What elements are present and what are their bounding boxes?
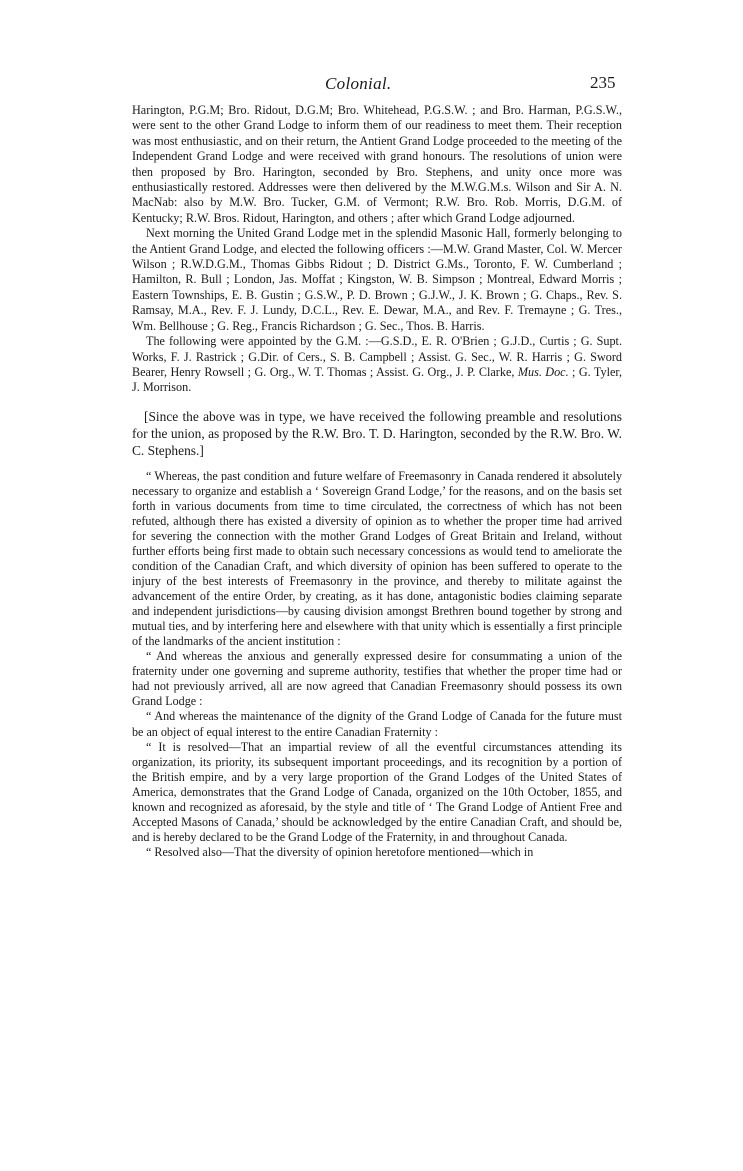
- paragraph-deputation: Harington, P.G.M; Bro. Ridout, D.G.M; Bro. Whitehead, P.G.S.W. ; and Bro. Harman, P.G.S.W., were sent to the other Grand Lodge to inform them of our readiness to meet them. Their reception was most enthusiastic, and on their return, the Antient Grand Lodge proceeded to the meeting of the Independent Grand Lodge and were received with grand honours. The resolutions of union were then proposed by Bro. Harington, seconded by Bro. Stephens, and unity once more was enthusiastically restored. Addresses were then delivered by the M.W.G.M.s. Wilson and Sir A. N. MacNab: also by M.W. Bro. Tucker, G.M. of Vermont; R.W. Bro. Rob. Morris, D.G.M. of Kentucky; R.W. Bros. Ridout, Harington, and others ; after which Grand Lodge adjourned.: [132, 103, 622, 225]
- resolution-2: “ Resolved also—That the diversity of opinion heretofore mentioned—which in: [146, 844, 534, 859]
- degree-abbreviation: Mus. Doc.: [517, 364, 569, 379]
- resolution-preamble-1: “ Whereas, the past condition and future welfare of Freemasonry in Canada rendered it absolutely necessary to organize and establish a ‘ Sovereign Grand Lodge,’ for the reasons, and on the basis set forth in various documents from time to time circulated, the correctness of which has not been refuted, although there has existed a diversity of opinion as to whether the proper time had arrived for severing the connection with the mother Grand Lodges of Great Britain and Ireland, without further efforts being first made to obtain such necessary concessions as would tend to ameliorate the condition of the Canadian Craft, and which diversity of opinion has been suffered to operate to the injury of the best interests of Freemasonry in the province, and thereby to militate against the advancement of the entire Order, by creating, as it has done, antagonistic bodies claiming separate and independent jurisdictions—by causing division amongst Brethren bound together by strong and mutual ties, and by interfering here and elsewhere with that unity which is essentially a first principle of the landmarks of the ancient institution :: [132, 468, 622, 649]
- page-number: 235: [590, 73, 616, 92]
- appointments-text: The following were appointed by the G.M. :—G.S.D., E. R. O'Brien ; G.J.D., Curtis ; G. Supt. Works, F. J. Rastrick ; G.Dir. of Cers., S. B. Campbell ; Assist. G. Sec., W. R. Harris ; G. Sword Bearer, Henry Rowsell ; G. Org., W. T. Thomas ; Assist. G. Org., J. P. Clarke,: [132, 334, 622, 379]
- resolution-preamble-2: “ And whereas the anxious and generally expressed desire for consummating a union of the fraternity under one governing and supreme authority, testifies that whether the proper time had or had not previously arrived, all are now agreed that Canadian Freemasonry should possess its own Grand Lodge :: [132, 649, 622, 709]
- paragraph-officers-appointed: [132, 334, 622, 396]
- running-title: Colonial.: [325, 74, 392, 93]
- page-header: [0, 70, 743, 100]
- paragraph-officers-elected: Next morning the United Grand Lodge met in the splendid Masonic Hall, formerly belonging to the Antient Grand Lodge, and elected the following officers :—M.W. Grand Master, Col. W. Mercer Wilson ; R.W.D.G.M., Thomas Gibbs Ridout ; D. District G.Ms., Toronto, F. W. Cumberland ; Hamilton, R. Bull ; London, Jas. Moffat ; Kingston, W. B. Simpson ; Montreal, Edward Morris ; Eastern Townships, E. B. Gustin ; G.S.W., P. D. Brown ; G.J.W., J. K. Brown ; G. Chaps., Rev. S. Ramsay, M.A., Rev. F. J. Lundy, D.C.L., Rev. E. Dewar, M.A., and Rev. F. Tremayne ; G. Tres., Wm. Bellhouse ; G. Reg., Francis Richardson ; G. Sec., Thos. B. Harris.: [132, 226, 622, 333]
- resolution-1: “ It is resolved—That an impartial review of all the eventful circumstances attending its organization, its priority, its subsequent important proceedings, and its recognition by a portion of the British empire, and by a very large proportion of the Grand Lodges of the United States of America, demonstrates that the Grand Lodge of Canada, organized on the 10th October, 1855, and known and recognized as aforesaid, by the style and title of ‘ The Grand Lodge of Antient Free and Accepted Masons of Canada,’ should be acknowledged by the entire Canadian Craft, and should be, and is hereby declared to be the Grand Lodge of the Fraternity, in and throughout Canada.: [132, 739, 622, 844]
- resolution-preamble-3: “ And whereas the maintenance of the dignity of the Grand Lodge of Canada for the future must be an object of equal interest to the entire Canadian Fraternity :: [132, 709, 622, 739]
- editor-note: [Since the above was in type, we have received the following preamble and resolutions for the union, as proposed by the R.W. Bro. T. D. Harington, seconded by the R.W. Bro. W. C. Stephens.]: [132, 408, 622, 458]
- appointments-tail: ; G. Tyler, J. Morrison.: [132, 364, 623, 395]
- article-body: [132, 103, 622, 860]
